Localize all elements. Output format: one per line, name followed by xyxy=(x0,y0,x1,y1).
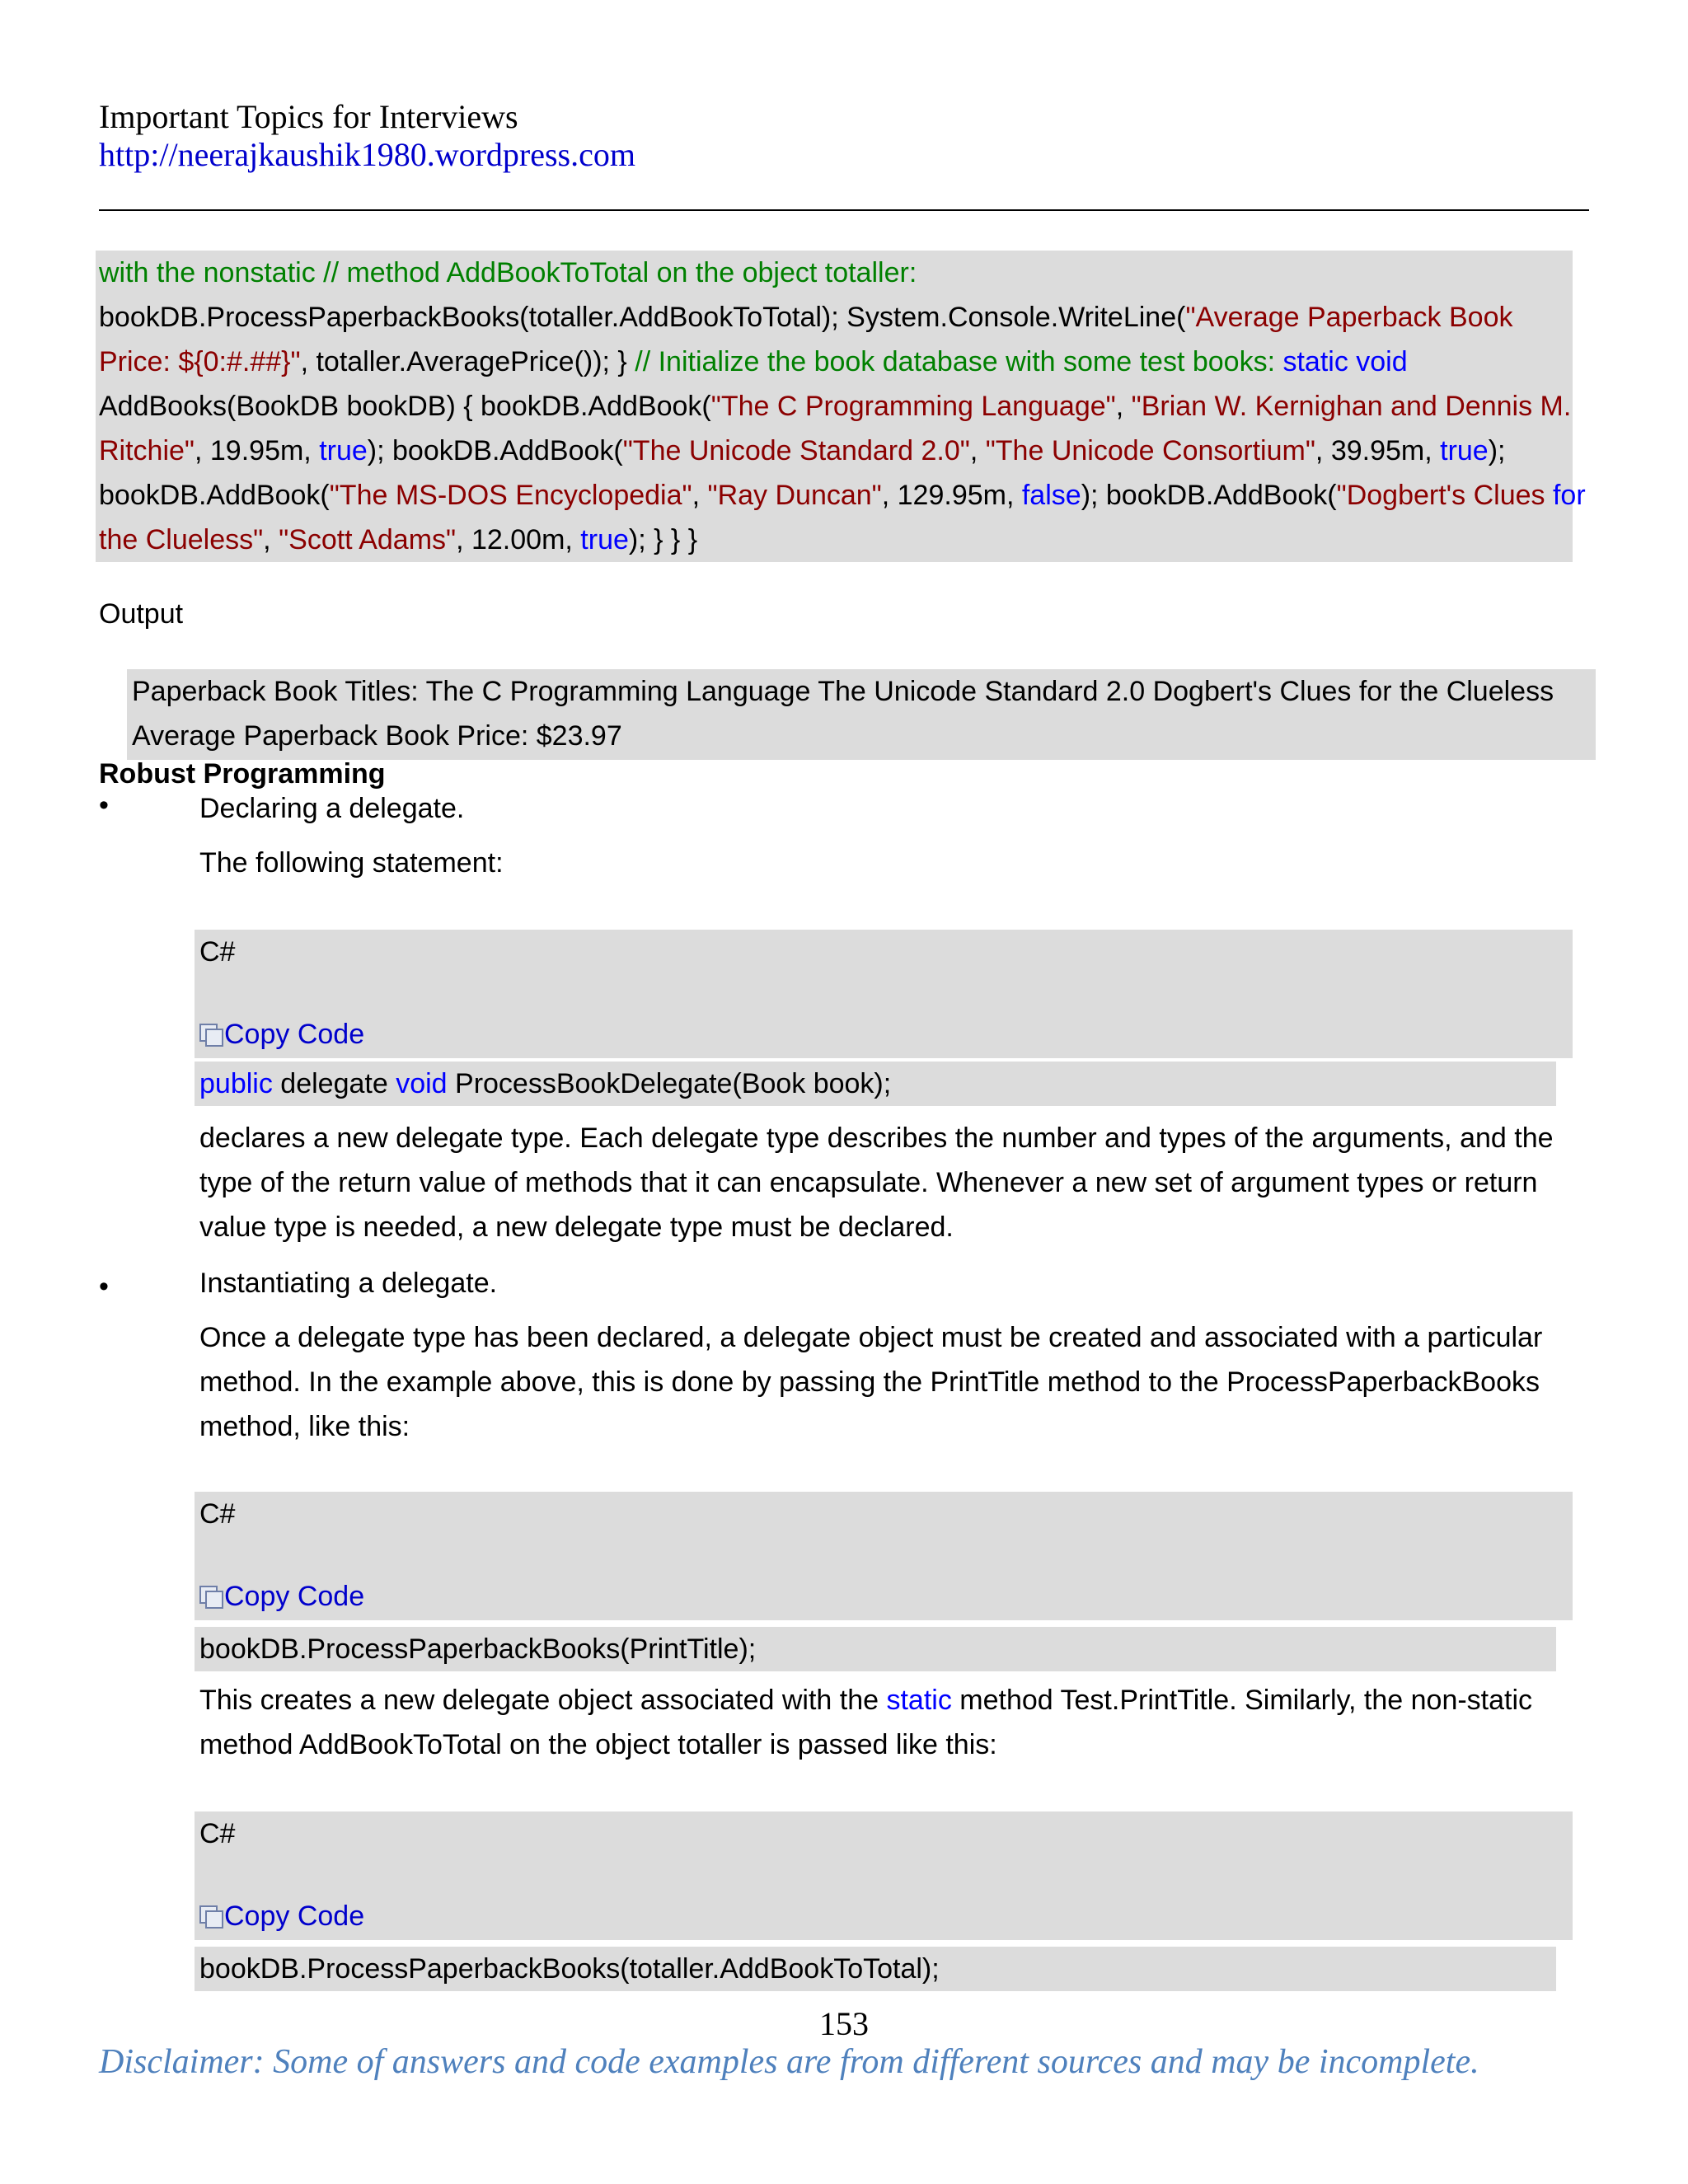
code-line xyxy=(99,251,1569,295)
bullet-2-desc-line: method AddBookToTotal on the object totaller is passed like this: xyxy=(199,1729,997,1760)
bullet-icon: • xyxy=(99,1271,109,1302)
page-number: 153 xyxy=(819,2005,869,2042)
bullet-2-para-line: method, like this: xyxy=(199,1411,410,1442)
code-snippet-header-2 xyxy=(195,1492,1573,1620)
header-title: Important Topics for Interviews xyxy=(99,98,518,135)
copy-code-link[interactable]: Copy Code xyxy=(199,1574,364,1619)
code-line: AddBooks(BookDB bookDB) { bookDB.AddBook("The C Programming Language", "Brian W. Kernighan and Dennis M. xyxy=(99,391,1572,422)
code-line: Ritchie", 19.95m, true); bookDB.AddBook("The Unicode Standard 2.0", "The Unicode Consortium", 39.95m, true); xyxy=(99,435,1506,466)
code-line: bookDB.ProcessPaperbackBooks(totaller.AddBookToTotal); System.Console.WriteLine("Average Paperback Book xyxy=(99,302,1513,333)
output-block xyxy=(127,669,1596,760)
bullet-1-desc-line: declares a new delegate type. Each delegate type describes the number and types of the arguments, and the xyxy=(199,1122,1554,1154)
code-language-label: C# xyxy=(199,1818,236,1849)
footer-disclaimer: Disclaimer: Some of answers and code examples are from different sources and may be incomplete. xyxy=(99,2043,1479,2081)
code-language-label: C# xyxy=(199,1498,236,1530)
bullet-2-para-line: Once a delegate type has been declared, a delegate object must be created and associated with a particular xyxy=(199,1322,1543,1353)
code-snippet-2: bookDB.ProcessPaperbackBooks(PrintTitle); xyxy=(195,1627,1556,1671)
code-snippet-1: public delegate void ProcessBookDelegate(Book book); xyxy=(195,1062,1556,1106)
code-snippet-3: bookDB.ProcessPaperbackBooks(totaller.AddBookToTotal); xyxy=(195,1947,1556,1991)
output-line-2: Average Paperback Book Price: $23.97 xyxy=(132,720,622,752)
code-language-label: C# xyxy=(199,936,236,968)
copy-icon xyxy=(199,1024,223,1045)
bullet-1-intro: The following statement: xyxy=(199,847,504,879)
bullet-2-title: Instantiating a delegate. xyxy=(199,1268,498,1299)
output-line-1: Paperback Book Titles: The C Programming Language The Unicode Standard 2.0 Dogbert's Clues for the Clueless xyxy=(132,676,1554,707)
code-snippet-header-3 xyxy=(195,1811,1573,1940)
bullet-2-para-line: method. In the example above, this is done by passing the PrintTitle method to the ProcessPaperbackBooks xyxy=(199,1366,1540,1398)
code-line: bookDB.AddBook("The MS-DOS Encyclopedia", "Ray Duncan", 129.95m, false); bookDB.AddBook("Dogbert's Clues for xyxy=(99,480,1586,511)
bullet-2-desc-line: This creates a new delegate object associated with the static method Test.PrintTitle. Similarly, the non-static xyxy=(199,1685,1533,1716)
bullet-1-title: Declaring a delegate. xyxy=(199,793,465,824)
copy-code-link[interactable]: Copy Code xyxy=(199,1894,364,1938)
header-url-link[interactable]: http://neerajkaushik1980.wordpress.com xyxy=(99,136,635,173)
bullet-1-desc-line: value type is needed, a new delegate type must be declared. xyxy=(199,1212,954,1243)
bullet-icon: • xyxy=(99,790,109,821)
header-divider xyxy=(99,209,1589,211)
output-label: Output xyxy=(99,598,184,630)
copy-icon xyxy=(199,1586,223,1607)
robust-programming-heading: Robust Programming xyxy=(99,758,386,790)
code-line: Price: ${0:#.##}", totaller.AveragePrice()); } // Initialize the book database with some test books: static void xyxy=(99,346,1408,377)
code-comment: with the nonstatic // method AddBookToTotal on the object totaller: xyxy=(99,257,917,288)
code-snippet-header-1 xyxy=(195,930,1573,1058)
code-line: the Clueless", "Scott Adams", 12.00m, true); } } } xyxy=(99,524,698,555)
copy-icon xyxy=(199,1905,223,1927)
code-block-top xyxy=(96,251,1586,562)
bullet-1-desc-line: type of the return value of methods that it can encapsulate. Whenever a new set of argument types or return xyxy=(199,1167,1538,1198)
copy-code-link[interactable]: Copy Code xyxy=(199,1012,364,1057)
